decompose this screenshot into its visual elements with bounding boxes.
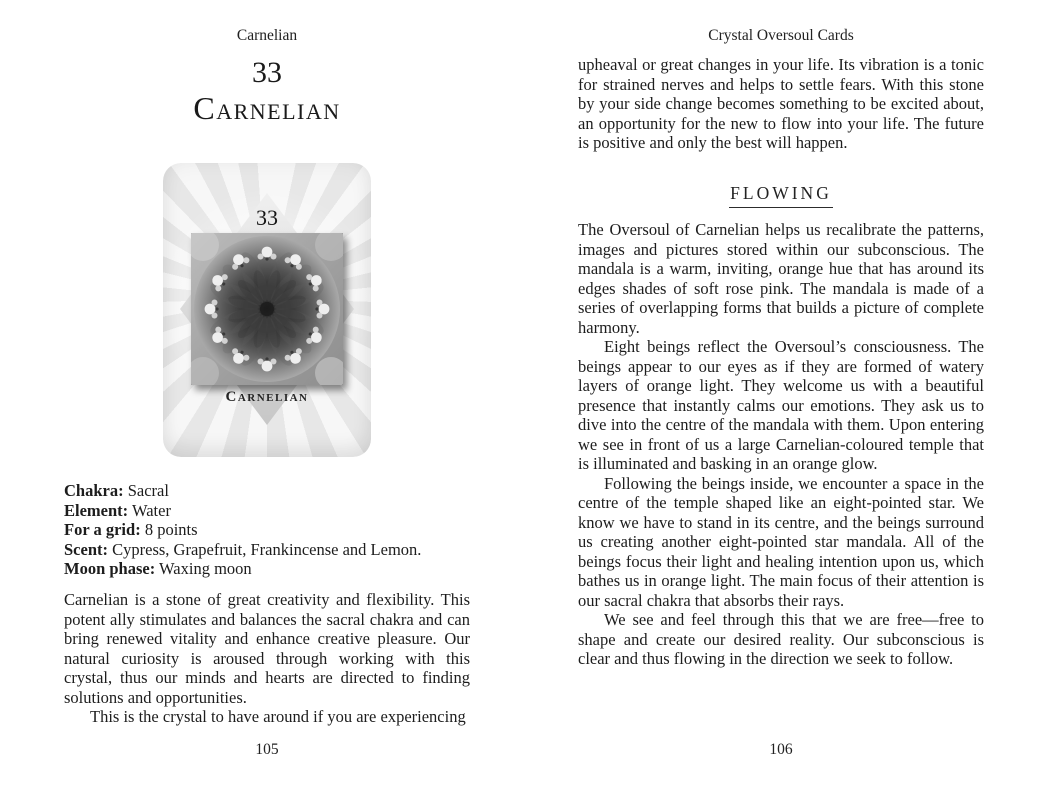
paragraph: Carnelian is a stone of great creativity and flexibility. This potent ally stimulates and balances the sacral chakra and can bring renewed vitality and enhance creative pleasure. Our natural curiosity is aroused through working with this crystal, thus our minds and hearts are directed to finding solutions and opportunities. (64, 590, 470, 707)
page-number-left: 105 (255, 741, 279, 758)
mandala-svg (191, 233, 343, 385)
running-head-left: Carnelian (236, 27, 298, 44)
left-page (64, 0, 470, 800)
paragraph: Following the beings inside, we encounter a space in the centre of the temple shaped like an eight-pointed star. We know we have to stand in its centre, and the beings surround us creating another eight-pointed star mandala. All of the beings focus their light and healing intention upon us, which bathes us in orange light. The main focus of their attention is our sacral chakra that absorbs their rays. (578, 473, 984, 610)
attributes-list (64, 481, 470, 579)
section-heading-flowing: FLOWING (578, 183, 984, 208)
attribute-element: Element: Water (64, 500, 171, 520)
paragraph: We see and feel through this that we are free—free to shape and create our desired reality. Our subconscious is clear and thus flowing in the direction we seek to follow. (578, 610, 984, 668)
card-number: 33 (256, 205, 278, 230)
right-body-top (578, 55, 984, 153)
carnelian-oracle-card (163, 163, 371, 457)
paragraph: upheaval or great changes in your life. Its vibration is a tonic for strained nerves and helps to settle fears. With this stone by your side change becomes something to be excited about, an opportunity for the new to flow into your life. The future is positive and only the best will happen. (578, 55, 984, 152)
chapter-number: 33 (252, 56, 282, 89)
attribute-grid: For a grid: 8 points (64, 520, 198, 540)
running-head-right: Crystal Oversoul Cards (708, 27, 854, 44)
attribute-chakra: Chakra: Sacral (64, 481, 169, 500)
chapter-title: Carnelian (193, 90, 341, 126)
paragraph: Eight beings reflect the Oversoul’s consciousness. The beings appear to our eyes as if they are formed of watery layers of orange light. They welcome us with a beautiful presence that instantly calms our emotions. They ask us to dive into the centre of the mandala with them. Upon entering we see in front of us a large Carnelian-coloured temple that is illuminated and basking in an orange glow. (578, 337, 984, 473)
right-page (578, 0, 984, 800)
paragraph: The Oversoul of Carnelian helps us recalibrate the patterns, images and pictures stored within our subconscious. The mandala is a warm, inviting, orange hue that has around its edges shades of soft rose pink. The mandala is made of a series of overlapping forms that builds a picture of complete harmony. (578, 220, 984, 337)
right-body-main (578, 220, 984, 669)
paragraph: This is the crystal to have around if you are experiencing (90, 707, 466, 726)
card-caption: Carnelian (225, 389, 309, 405)
attribute-scent: Scent: Cypress, Grapefruit, Frankincense and Lemon. (64, 539, 422, 559)
left-body-text (64, 590, 470, 727)
attribute-moon-phase: Moon phase: Waxing moon (64, 559, 252, 579)
mandala-image (191, 233, 343, 385)
page-number-right: 106 (769, 741, 793, 758)
